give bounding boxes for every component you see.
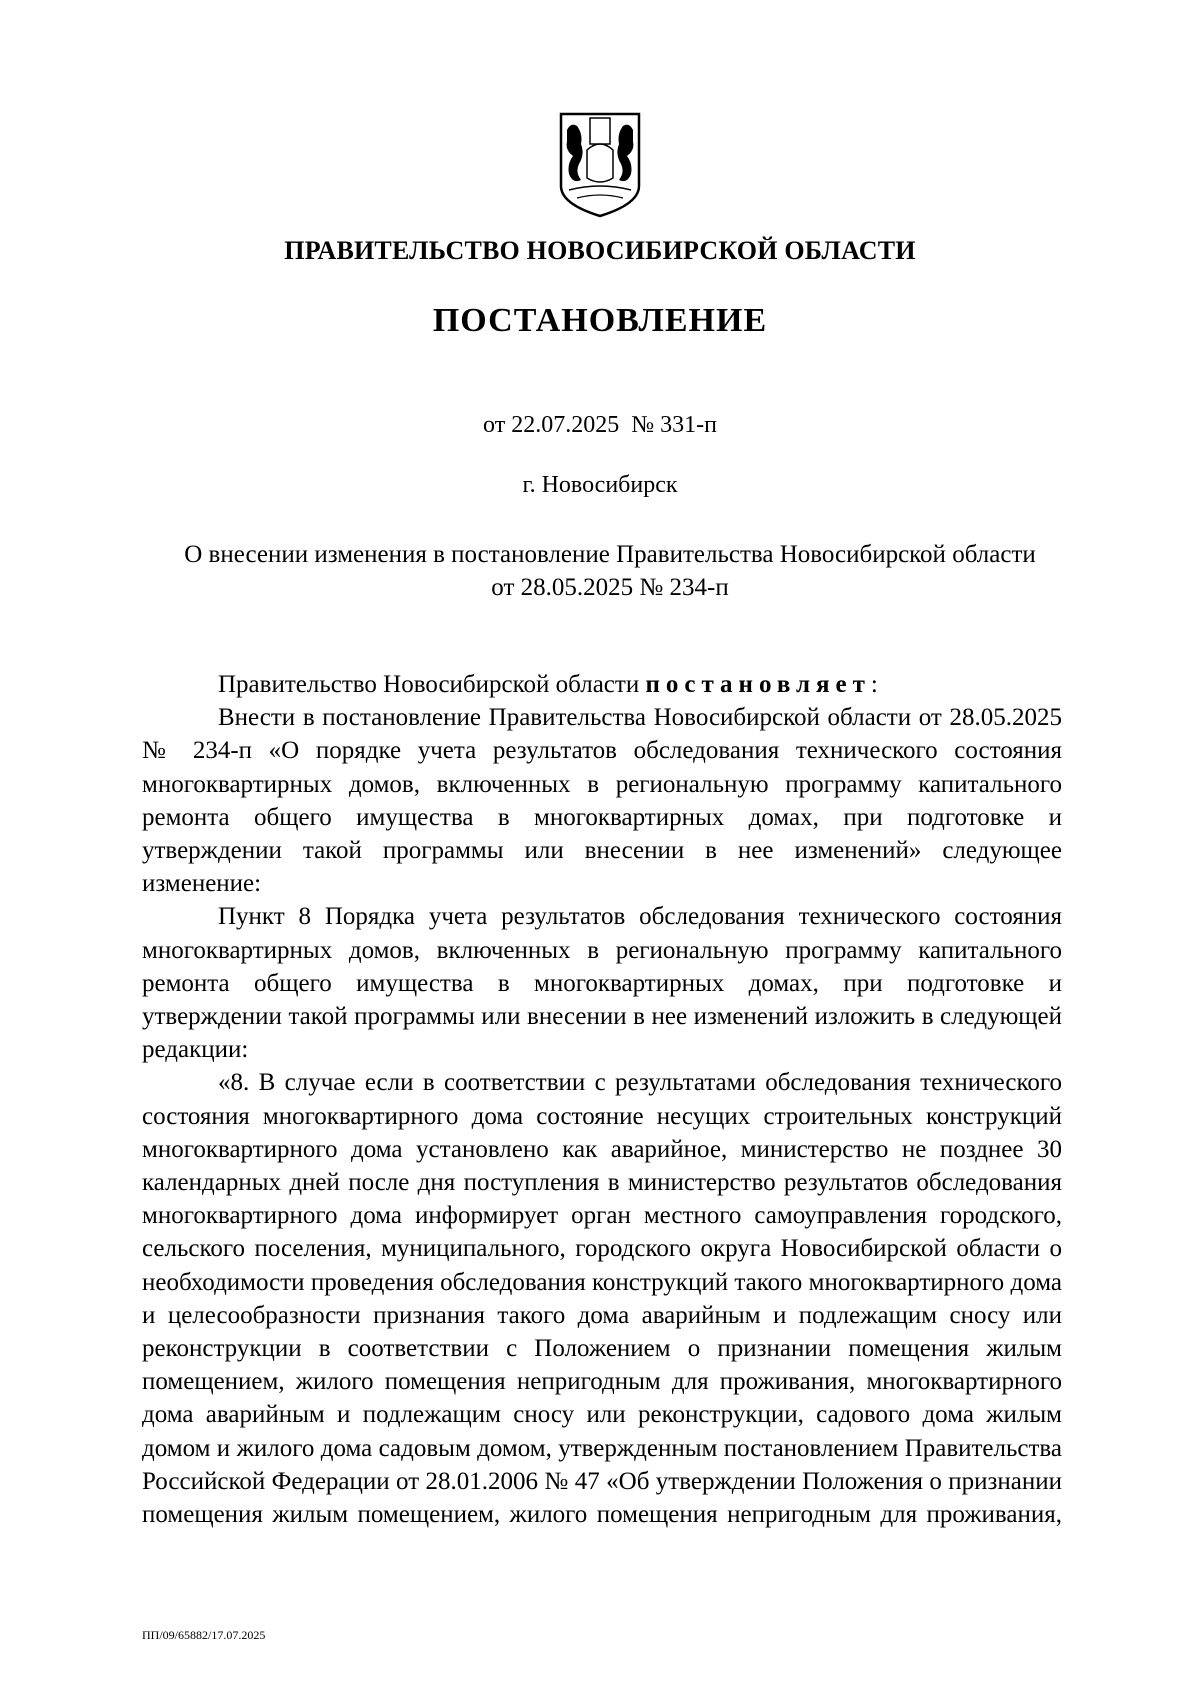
date-and-number: от 22.07.2025 № 331-п [483, 412, 717, 438]
paragraph-item-8: Пункт 8 Порядка учета результатов обследования технического состояния многоквартирных домов, включенных в региональную программу капитального ремонта общего имущества в многоквартирных домах, при подготовке и утверждении такой программы или внесении в нее изменений изложить в следующей редакции: [142, 903, 1062, 1064]
resolves-word: постановляет [645, 671, 871, 698]
document-type-title: ПОСТАНОВЛЕНИЕ [432, 302, 768, 339]
subject-line-1: О внесении изменения в постановление Правительства Новосибирской области [184, 541, 1036, 568]
paragraph-amend: Внести в постановление Правительства Новосибирской области от 28.05.2025 № 234-п «О порядке учета результатов обследования технического состояния многоквартирных домов, включенных в региональную программу капитального ремонта общего имущества в многоквартирных домах, при подготовке и утверждении такой программы или внесении в нее изменений» следующее изменение: [142, 704, 1062, 898]
organization-title: ПРАВИТЕЛЬСТВО НОВОСИБИРСКОЙ ОБЛАСТИ [284, 236, 916, 265]
coat-of-arms-emblem [557, 112, 643, 218]
document-body [142, 668, 1062, 1531]
place-of-issue: г. Новосибирск [522, 472, 678, 498]
resolves-line [142, 668, 1062, 701]
resolves-prefix: Правительство Новосибирской области [218, 671, 646, 698]
subject-line-2: от 28.05.2025 № 234-п [491, 574, 729, 601]
resolves-suffix: : [870, 671, 878, 698]
footer-document-code: ПП/09/65882/17.07.2025 [142, 1628, 266, 1642]
document-subject [140, 538, 1080, 604]
paragraph-new-text: «8. В случае если в соответствии с результатами обследования технического состояния многоквартирного дома состояние несущих строительных конструкций многоквартирного дома установлено как аварийное, министерство не позднее 30 календарных дней после дня поступления в министерство результатов обследования многоквартирного дома информирует орган местного самоуправления городского, сельского поселения, муниципального, городского округа Новосибирской области о необходимости проведения обследования конструкций такого многоквартирного дома и целесообразности признания такого дома аварийным и подлежащим сносу или реконструкции в соответствии с Положением о признании помещения жилым помещением, жилого помещения непригодным для проживания, многоквартирного дома аварийным и подлежащим сносу или реконструкции, садового дома жилым домом и жилого дома садовым домом, утвержденным постановлением Правительства Российской Федерации от 28.01.2006 № 47 «Об утверждении Положения о признании помещения жилым помещением, жилого помещения непригодным для проживания, [142, 1069, 1062, 1529]
